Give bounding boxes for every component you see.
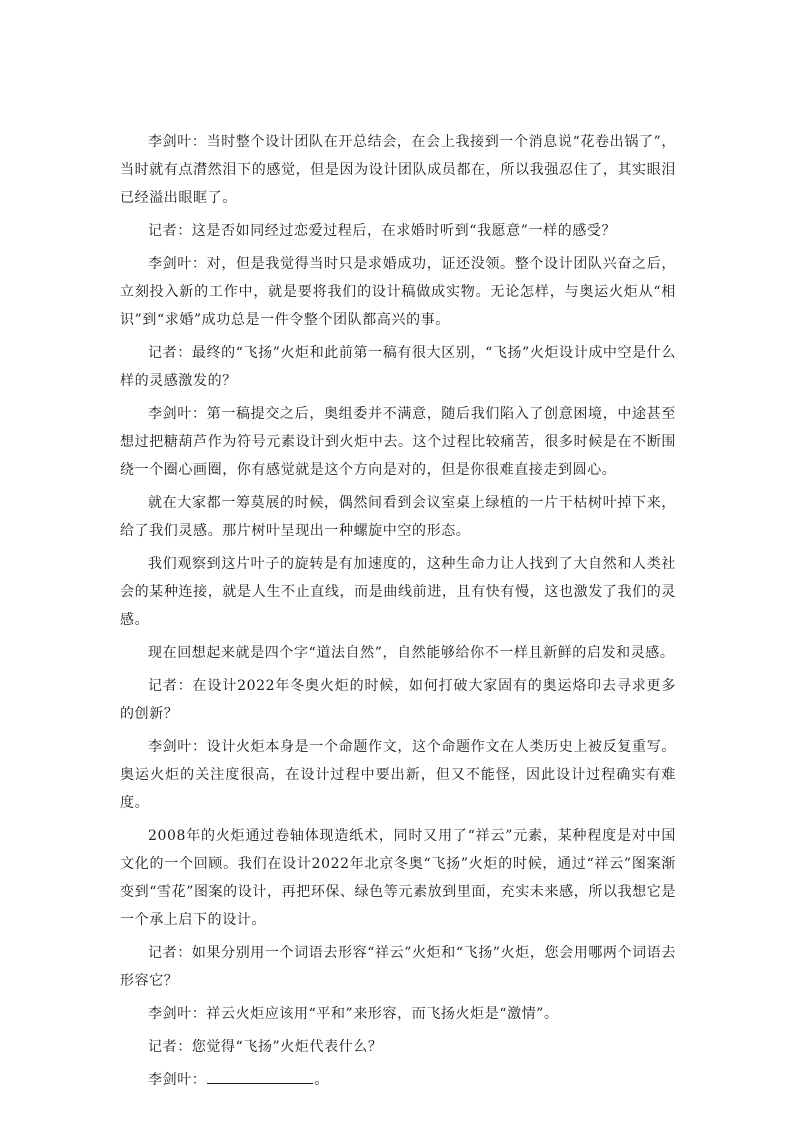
answer-line [120,1066,676,1094]
paragraph: 李剑叶：对，但是我觉得当时只是求婚成功，证还没领。整个设计团队兴奋之后，立刻投入新的工作中，就是要将我们的设计稿做成实物。无论怎样，与奥运火炬从“相识”到“求婚”成功总是一件令整个团队都高兴的事。 [120,256,676,328]
paragraph: 李剑叶：祥云火炬应该用“平和”来形容，而飞扬火炬是“激情”。 [148,1006,559,1022]
article-body [120,128,676,1099]
answer-suffix: 。 [314,1072,330,1088]
paragraph: 记者：这是否如同经过恋爱过程后，在求婚时听到“我愿意”一样的感受？ [148,223,617,239]
paragraph: 记者：您觉得“飞扬”火炬代表什么？ [148,1039,383,1055]
paragraph: 记者：在设计2022年冬奥火炬的时候，如何打破大家固有的奥运烙印去寻求更多的创新？ [120,678,676,722]
paragraph: 我们观察到这片叶子的旋转是有加速度的，这种生命力让人找到了大自然和人类社会的某种连接，就是人生不止直线，而是曲线前进，且有快有慢，这也激发了我们的灵感。 [120,556,676,628]
answer-prefix: 李剑叶： [148,1072,207,1088]
answer-blank[interactable] [207,1067,313,1084]
paragraph: 记者：如果分别用一个词语去形容“祥云”火炬和“飞扬”火炬，您会用哪两个词语去形容它？ [120,945,676,989]
paragraph: 就在大家都一筹莫展的时候，偶然间看到会议室桌上绿植的一片干枯树叶掉下来，给了我们灵感。那片树叶呈现出一种螺旋中空的形态。 [120,495,676,539]
paragraph: 记者：最终的“飞扬”火炬和此前第一稿有很大区别，“飞扬”火炬设计成中空是什么样的灵感激发的？ [120,345,676,389]
paragraph: 李剑叶：第一稿提交之后，奥组委并不满意，随后我们陷入了创意困境，中途甚至想过把糖葫芦作为符号元素设计到火炬中去。这个过程比较痛苦，很多时候是在不断围绕一个圈心画圈，你有感觉就是这个方向是对的，但是你很难直接走到圆心。 [120,406,676,478]
paragraph: 2008年的火炬通过卷轴体现造纸术，同时又用了“祥云”元素，某种程度是对中国文化的一个回顾。我们在设计2022年北京冬奥“飞扬”火炬的时候，通过“祥云”图案渐变到“雪花”图案的设计，再把环保、绿色等元素放到里面，充实未来感，所以我想它是一个承上启下的设计。 [120,828,676,928]
paragraph: 李剑叶：设计火炬本身是一个命题作文，这个命题作文在人类历史上被反复重写。奥运火炬的关注度很高，在设计过程中要出新，但又不能怪，因此设计过程确实有难度。 [120,739,676,811]
paragraph: 李剑叶：当时整个设计团队在开总结会，在会上我接到一个消息说“花卷出锅了”，当时就有点潸然泪下的感觉，但是因为设计团队成员都在，所以我强忍住了，其实眼泪已经溢出眼眶了。 [120,134,676,206]
paragraph: 现在回想起来就是四个字“道法自然”，自然能够给你不一样且新鲜的启发和灵感。 [148,645,675,661]
